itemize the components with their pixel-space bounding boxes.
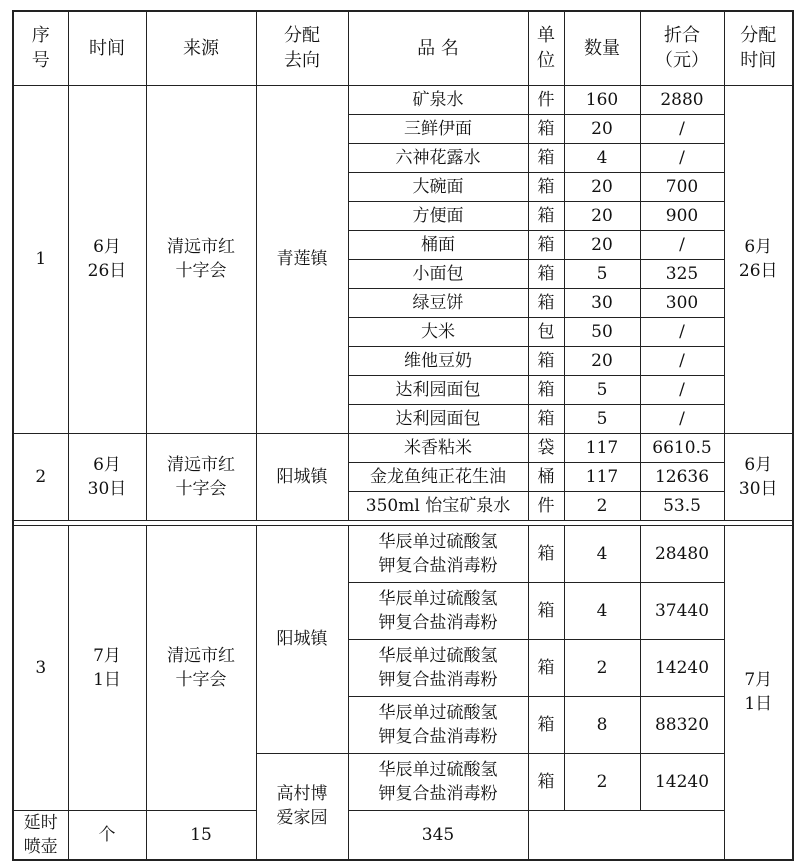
value-cell: /	[640, 114, 724, 143]
unit-cell: 箱	[528, 143, 564, 172]
unit-cell: 个	[68, 810, 146, 860]
value-cell: 14240	[640, 639, 724, 696]
value-cell: 2880	[640, 85, 724, 114]
item-name-cell: 大米	[348, 317, 528, 346]
unit-cell: 箱	[528, 582, 564, 639]
value-cell: 300	[640, 288, 724, 317]
quantity-cell: 4	[564, 525, 640, 582]
item-name-cell: 绿豆饼	[348, 288, 528, 317]
quantity-cell: 2	[564, 639, 640, 696]
value-cell: 325	[640, 259, 724, 288]
item-name-cell: 小面包	[348, 259, 528, 288]
item-name-cell: 方便面	[348, 201, 528, 230]
group-seq: 3	[13, 525, 68, 810]
quantity-cell: 20	[564, 172, 640, 201]
item-name-cell: 大碗面	[348, 172, 528, 201]
value-cell: /	[640, 143, 724, 172]
header-allocation-time: 分配 时间	[724, 11, 793, 85]
group-seq: 1	[13, 85, 68, 433]
header-seq: 序 号	[13, 11, 68, 85]
group-source: 清远市红 十字会	[146, 85, 256, 433]
item-name-cell: 华辰单过硫酸氢 钾复合盐消毒粉	[348, 753, 528, 810]
quantity-cell: 5	[564, 404, 640, 433]
unit-cell: 件	[528, 491, 564, 520]
quantity-cell: 160	[564, 85, 640, 114]
value-cell: 53.5	[640, 491, 724, 520]
unit-cell: 箱	[528, 288, 564, 317]
quantity-cell: 15	[146, 810, 256, 860]
item-name-cell: 华辰单过硫酸氢 钾复合盐消毒粉	[348, 639, 528, 696]
item-name-cell: 金龙鱼纯正花生油	[348, 462, 528, 491]
quantity-cell: 117	[564, 462, 640, 491]
header-item-name: 品 名	[348, 11, 528, 85]
value-cell: 700	[640, 172, 724, 201]
item-name-cell: 延时喷壶	[13, 810, 68, 860]
value-cell: 6610.5	[640, 433, 724, 462]
unit-cell: 箱	[528, 639, 564, 696]
unit-cell: 箱	[528, 230, 564, 259]
group-time: 7月 1日	[68, 525, 146, 810]
group-destination: 青莲镇	[256, 85, 348, 433]
value-cell: /	[640, 346, 724, 375]
value-cell: 12636	[640, 462, 724, 491]
item-name-cell: 维他豆奶	[348, 346, 528, 375]
quantity-cell: 2	[564, 753, 640, 810]
quantity-cell: 20	[564, 346, 640, 375]
value-cell: 88320	[640, 696, 724, 753]
table-row	[13, 433, 793, 462]
quantity-cell: 4	[564, 582, 640, 639]
value-cell: /	[640, 230, 724, 259]
quantity-cell: 20	[564, 114, 640, 143]
quantity-cell: 30	[564, 288, 640, 317]
quantity-cell: 117	[564, 433, 640, 462]
group-destination: 高村博 爱家园	[256, 753, 348, 860]
unit-cell: 箱	[528, 201, 564, 230]
unit-cell: 件	[528, 85, 564, 114]
unit-cell: 箱	[528, 259, 564, 288]
quantity-cell: 2	[564, 491, 640, 520]
unit-cell: 箱	[528, 525, 564, 582]
value-cell: 345	[348, 810, 528, 860]
item-name-cell: 三鲜伊面	[348, 114, 528, 143]
group-seq: 2	[13, 433, 68, 520]
value-cell: 900	[640, 201, 724, 230]
header-quantity: 数量	[564, 11, 640, 85]
item-name-cell: 米香粘米	[348, 433, 528, 462]
quantity-cell: 50	[564, 317, 640, 346]
header-time: 时间	[68, 11, 146, 85]
value-cell: 28480	[640, 525, 724, 582]
value-cell: 14240	[640, 753, 724, 810]
quantity-cell: 8	[564, 696, 640, 753]
unit-cell: 箱	[528, 172, 564, 201]
group-time: 6月 26日	[68, 85, 146, 433]
group-allocation-time: 6月 30日	[724, 433, 793, 520]
value-cell: /	[640, 317, 724, 346]
item-name-cell: 达利园面包	[348, 404, 528, 433]
unit-cell: 包	[528, 317, 564, 346]
value-cell: /	[640, 375, 724, 404]
group-destination: 阳城镇	[256, 525, 348, 753]
quantity-cell: 5	[564, 375, 640, 404]
item-name-cell: 桶面	[348, 230, 528, 259]
group-allocation-time: 7月 1日	[724, 525, 793, 860]
quantity-cell: 20	[564, 230, 640, 259]
quantity-cell: 4	[564, 143, 640, 172]
group-destination: 阳城镇	[256, 433, 348, 520]
header-value: 折合 （元）	[640, 11, 724, 85]
table-row	[13, 810, 793, 860]
item-name-cell: 华辰单过硫酸氢 钾复合盐消毒粉	[348, 525, 528, 582]
unit-cell: 箱	[528, 404, 564, 433]
table-row	[13, 85, 793, 114]
item-name-cell: 达利园面包	[348, 375, 528, 404]
item-name-cell: 华辰单过硫酸氢 钾复合盐消毒粉	[348, 696, 528, 753]
donation-allocation-table	[12, 10, 794, 861]
unit-cell: 箱	[528, 114, 564, 143]
unit-cell: 箱	[528, 346, 564, 375]
unit-cell: 箱	[528, 375, 564, 404]
unit-cell: 袋	[528, 433, 564, 462]
unit-cell: 箱	[528, 696, 564, 753]
group-source: 清远市红 十字会	[146, 525, 256, 810]
item-name-cell: 六神花露水	[348, 143, 528, 172]
header-destination: 分配 去向	[256, 11, 348, 85]
group-source: 清远市红 十字会	[146, 433, 256, 520]
item-name-cell: 矿泉水	[348, 85, 528, 114]
item-name-cell: 华辰单过硫酸氢 钾复合盐消毒粉	[348, 582, 528, 639]
quantity-cell: 5	[564, 259, 640, 288]
header-source: 来源	[146, 11, 256, 85]
quantity-cell: 20	[564, 201, 640, 230]
header-unit: 单 位	[528, 11, 564, 85]
unit-cell: 桶	[528, 462, 564, 491]
unit-cell: 箱	[528, 753, 564, 810]
value-cell: 37440	[640, 582, 724, 639]
value-cell: /	[640, 404, 724, 433]
group-allocation-time: 6月 26日	[724, 85, 793, 433]
group-time: 6月 30日	[68, 433, 146, 520]
table-row	[13, 525, 793, 582]
donation-allocation-table-container	[12, 10, 792, 861]
item-name-cell: 350ml 怡宝矿泉水	[348, 491, 528, 520]
header-row	[13, 11, 793, 85]
